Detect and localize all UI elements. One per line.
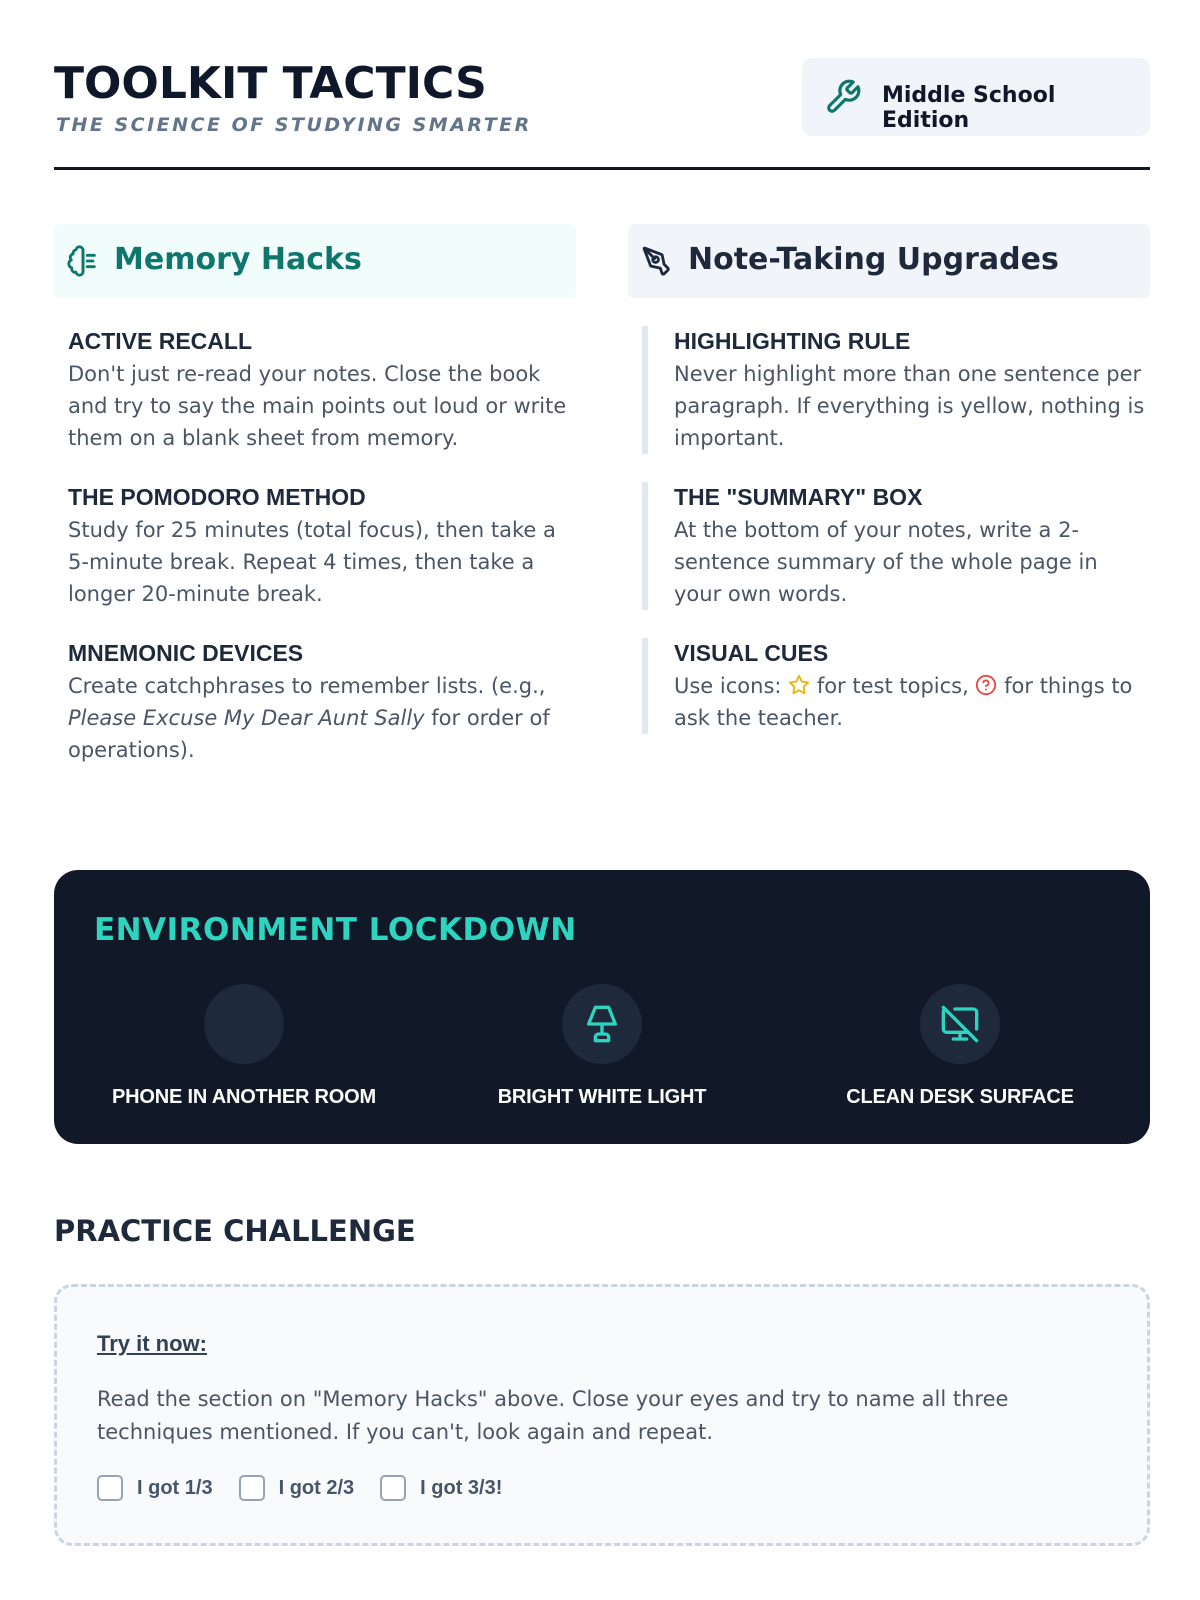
tip-body-example: Please Excuse My Dear Aunt Sally (68, 706, 425, 730)
tip-body-post: for things to ask the teacher. (674, 674, 1133, 730)
check-label[interactable]: I got 3/3! (420, 1476, 503, 1499)
env-item-desk (784, 984, 1136, 1109)
check-label[interactable]: I got 2/3 (278, 1476, 355, 1499)
tip-title: HIGHLIGHTING RULE (674, 328, 911, 354)
tip-body: Don't just re-read your notes. Close the book and try to say the main points out loud or write them on a blank sheet from memory. (68, 362, 567, 450)
check-label[interactable]: I got 1/3 (137, 1476, 213, 1499)
tip-body: Study for 25 minutes (total focus), then take a 5-minute break. Repeat 4 times, then take a longer 20-minute break. (68, 518, 556, 606)
tip-pomodoro (54, 482, 576, 610)
wrench-icon (824, 78, 862, 116)
tip-active-recall (54, 326, 576, 454)
env-item-label: CLEAN DESK SURFACE (846, 1086, 1074, 1108)
checkbox[interactable] (97, 1475, 123, 1501)
environment-title: ENVIRONMENT LOCKDOWN (94, 912, 577, 948)
env-item-label: BRIGHT WHITE LIGHT (497, 1086, 707, 1108)
tip-visual-cues (642, 638, 1150, 734)
phone-off-icon (204, 984, 284, 1064)
page-subtitle: THE SCIENCE OF STUDYING SMARTER (56, 114, 532, 136)
monitor-off-icon (940, 1004, 980, 1044)
tip-body-mid: for test topics, (810, 674, 976, 698)
check-option-3[interactable] (380, 1475, 502, 1501)
note-taking-section (628, 224, 1150, 734)
self-check-options (97, 1473, 528, 1503)
lamp-icon (582, 1004, 622, 1044)
env-item-phone (68, 984, 420, 1109)
tip-body-post: for order of operations). (68, 706, 550, 762)
tip-title: ACTIVE RECALL (68, 328, 252, 354)
help-circle-icon (975, 674, 997, 696)
env-item-label: PHONE IN ANOTHER ROOM (112, 1086, 376, 1108)
memory-hacks-section (54, 224, 576, 766)
note-taking-header (628, 224, 1150, 298)
tip-title: THE POMODORO METHOD (68, 484, 366, 510)
memory-hacks-header (54, 224, 576, 298)
page-title: TOOLKIT TACTICS (54, 58, 487, 109)
env-item-light (426, 984, 778, 1109)
practice-instructions: Read the section on "Memory Hacks" above. Close your eyes and try to name all three techniques mentioned. If you can't, look again and repeat. (97, 1387, 1009, 1444)
check-option-1[interactable] (97, 1475, 213, 1501)
page (54, 0, 1150, 1600)
try-label: Try it now: (97, 1331, 207, 1356)
tip-summary-box (642, 482, 1150, 610)
star-icon (788, 674, 810, 696)
tip-body-pre: Use icons: (674, 674, 789, 698)
brain-icon (66, 244, 100, 278)
tip-title: THE "SUMMARY" BOX (674, 484, 923, 510)
checkbox[interactable] (239, 1475, 265, 1501)
environment-panel (54, 870, 1150, 1144)
tip-body (674, 670, 1150, 734)
note-taking-title: Note-Taking Upgrades (688, 242, 1059, 277)
tip-mnemonic (54, 638, 576, 766)
edition-label: Middle School Edition (882, 83, 1056, 133)
practice-title: PRACTICE CHALLENGE (54, 1214, 416, 1248)
tip-title: VISUAL CUES (674, 640, 829, 666)
checkbox[interactable] (380, 1475, 406, 1501)
tip-highlighting (642, 326, 1150, 454)
header (54, 56, 1150, 170)
check-option-2[interactable] (239, 1475, 355, 1501)
tip-body-pre: Create catchphrases to remember lists. (e.g., (68, 674, 546, 698)
tip-body: At the bottom of your notes, write a 2-sentence summary of the whole page in your own words. (674, 518, 1098, 606)
edition-badge (802, 58, 1150, 136)
tip-body (68, 670, 576, 766)
tip-body: Never highlight more than one sentence per paragraph. If everything is yellow, nothing is important. (674, 362, 1145, 450)
pen-tool-icon (640, 244, 674, 278)
memory-hacks-title: Memory Hacks (114, 242, 362, 277)
practice-box (54, 1284, 1150, 1546)
tip-title: MNEMONIC DEVICES (68, 640, 304, 666)
